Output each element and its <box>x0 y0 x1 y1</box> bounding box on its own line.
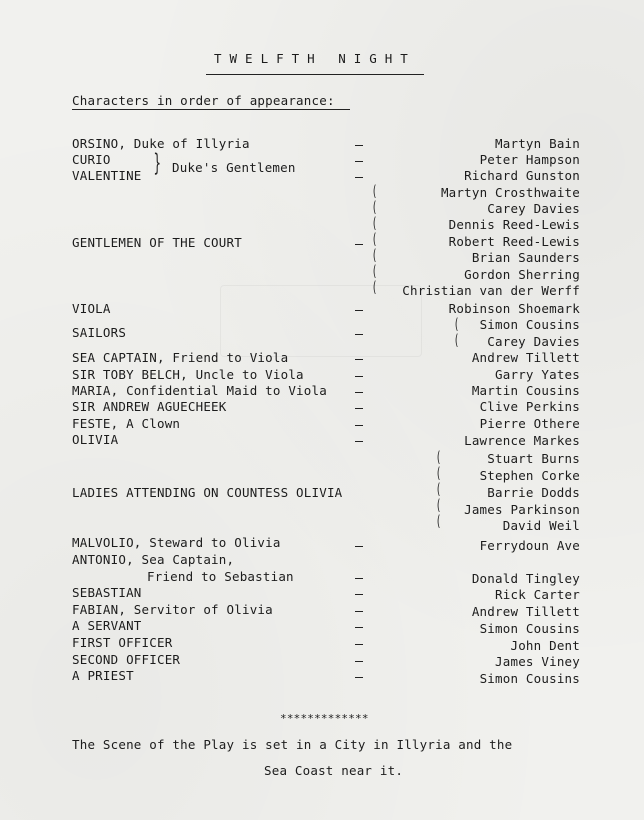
actor-fabian: Andrew Tillett <box>471 604 580 619</box>
subtitle-underline <box>72 109 350 110</box>
dash <box>355 644 363 645</box>
show-through-mark <box>220 285 422 357</box>
dukes-gentlemen-label: Duke's Gentlemen <box>172 160 296 175</box>
role-feste: FESTE, A Clown <box>72 416 181 431</box>
actor-gentleman: Brian Saunders <box>471 250 580 265</box>
role-viola: VIOLA <box>72 301 111 316</box>
actor-lady: Stephen Corke <box>479 468 580 483</box>
paren: ( <box>435 464 442 482</box>
dash <box>355 244 363 245</box>
dash <box>355 145 363 146</box>
role-maria: MARIA, Confidential Maid to Viola <box>72 383 327 398</box>
role-valentine: VALENTINE <box>72 168 142 183</box>
role-second-officer: SECOND OFFICER <box>72 652 181 667</box>
actor-malvolio: Ferrydoun Ave <box>479 538 580 553</box>
role-sea-captain: SEA CAPTAIN, Friend to Viola <box>72 350 289 365</box>
paren: ( <box>371 262 378 280</box>
role-first-officer: FIRST OFFICER <box>72 635 173 650</box>
title-underline <box>206 74 424 75</box>
actor-priest: Simon Cousins <box>479 671 580 686</box>
actor-sir-andrew-aguecheek: Clive Perkins <box>479 399 580 414</box>
actor-gentleman: Dennis Reed-Lewis <box>448 217 580 232</box>
paren: ( <box>371 198 378 216</box>
role-antonio: ANTONIO, Sea Captain, <box>72 552 235 567</box>
role-gentlemen-of-the-court: GENTLEMEN OF THE COURT <box>72 235 242 250</box>
dash <box>355 359 363 360</box>
brace: } <box>153 149 161 177</box>
actor-sailor: Carey Davies <box>487 334 580 349</box>
dash <box>355 392 363 393</box>
actor-orsino: Martyn Bain <box>495 136 580 151</box>
actor-olivia: Lawrence Markes <box>464 433 580 448</box>
paren: ( <box>371 182 378 200</box>
asterisk-separator: ************* <box>280 712 369 725</box>
paren: ( <box>435 512 442 530</box>
role-curio: CURIO <box>72 152 111 167</box>
actor-sebastian: Rick Carter <box>495 587 580 602</box>
paren: ( <box>371 214 378 232</box>
role-olivia: OLIVIA <box>72 432 119 447</box>
role-ladies-attending: LADIES ATTENDING ON COUNTESS OLIVIA <box>72 485 343 500</box>
subtitle: Characters in order of appearance: <box>72 93 335 108</box>
actor-servant: Simon Cousins <box>479 621 580 636</box>
actor-viola: Robinson Shoemark <box>448 301 580 316</box>
actor-valentine: Richard Gunston <box>464 168 580 183</box>
actor-gentleman: Christian van der Werff <box>402 283 580 298</box>
actor-gentleman: Robert Reed-Lewis <box>448 234 580 249</box>
actor-feste: Pierre Othere <box>479 416 580 431</box>
actor-antonio: Donald Tingley <box>471 571 580 586</box>
actor-second-officer: James Viney <box>495 654 580 669</box>
paren: ( <box>371 278 378 296</box>
paren: ( <box>453 315 460 333</box>
role-fabian: FABIAN, Servitor of Olivia <box>72 602 273 617</box>
dash <box>355 376 363 377</box>
dash <box>355 546 363 547</box>
role-servant: A SERVANT <box>72 618 142 633</box>
actor-lady: David Weil <box>502 518 580 533</box>
paren: ( <box>435 480 442 498</box>
dash <box>355 611 363 612</box>
scene-line-1: The Scene of the Play is set in a City in Illyria and the <box>72 737 513 752</box>
dash <box>355 177 363 178</box>
role-priest: A PRIEST <box>72 668 134 683</box>
actor-sailor: Simon Cousins <box>479 317 580 332</box>
actor-first-officer: John Dent <box>510 638 580 653</box>
paren: ( <box>453 331 460 349</box>
paren: ( <box>435 448 442 466</box>
dash <box>355 408 363 409</box>
actor-lady: James Parkinson <box>464 502 580 517</box>
actor-gentleman: Carey Davies <box>487 201 580 216</box>
role-antonio-detail: Friend to Sebastian <box>147 569 294 584</box>
dash <box>355 441 363 442</box>
scene-line-2: Sea Coast near it. <box>264 763 404 778</box>
dash <box>355 594 363 595</box>
role-malvolio: MALVOLIO, Steward to Olivia <box>72 535 281 550</box>
dash <box>355 310 363 311</box>
role-sir-andrew-aguecheek: SIR ANDREW AGUECHEEK <box>72 399 227 414</box>
actor-sea-captain: Andrew Tillett <box>471 350 580 365</box>
actor-gentleman: Martyn Crosthwaite <box>440 185 580 200</box>
actor-gentleman: Gordon Sherring <box>464 267 580 282</box>
role-sir-toby-belch: SIR TOBY BELCH, Uncle to Viola <box>72 367 304 382</box>
actor-curio: Peter Hampson <box>479 152 580 167</box>
actor-maria: Martin Cousins <box>471 383 580 398</box>
actor-sir-toby-belch: Garry Yates <box>495 367 580 382</box>
actor-lady: Stuart Burns <box>487 451 580 466</box>
dash <box>355 578 363 579</box>
dash <box>355 425 363 426</box>
paren: ( <box>435 496 442 514</box>
role-orsino: ORSINO, Duke of Illyria <box>72 136 250 151</box>
paren: ( <box>371 246 378 264</box>
dash <box>355 334 363 335</box>
paren: ( <box>371 230 378 248</box>
role-sailors: SAILORS <box>72 325 127 340</box>
page-title: TWELFTH NIGHT <box>214 51 416 66</box>
actor-lady: Barrie Dodds <box>487 485 580 500</box>
dash <box>355 161 363 162</box>
dash <box>355 627 363 628</box>
dash <box>355 661 363 662</box>
role-sebastian: SEBASTIAN <box>72 585 142 600</box>
dash <box>355 677 363 678</box>
